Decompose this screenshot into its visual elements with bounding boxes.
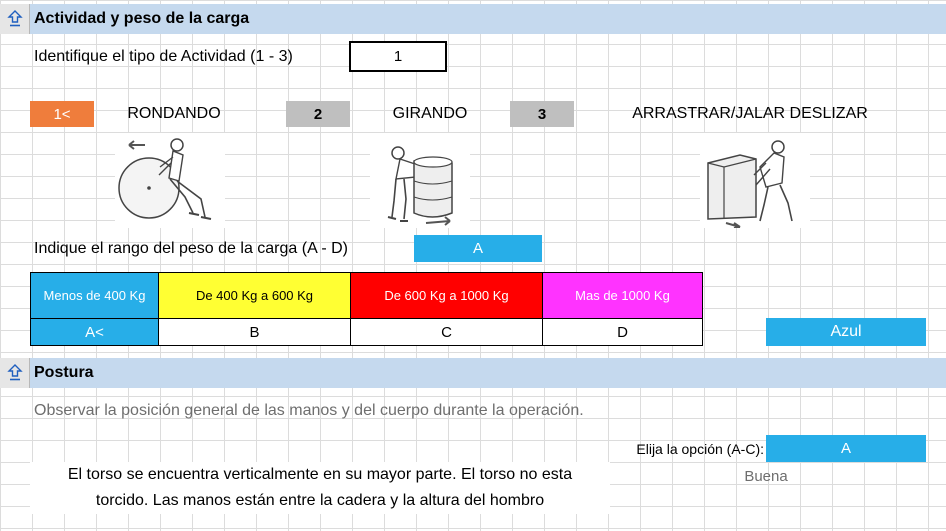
activity-input[interactable]: 1 [349, 41, 447, 72]
choose-option-label: Elija la opción (A-C): [636, 441, 764, 457]
weight-prompt: Indique el rango del peso de la carga (A - D) [34, 240, 348, 257]
option-2-number[interactable]: 2 [286, 101, 350, 127]
activity-section-title: Actividad y peso de la carga [34, 10, 250, 27]
activity-prompt: Identifique el tipo de Actividad (1 - 3) [34, 48, 293, 65]
option-3-label: ARRASTRAR/JALAR DESLIZAR [632, 105, 868, 122]
weight-range-c-letter[interactable]: C [350, 318, 543, 346]
posture-description [30, 462, 610, 514]
weight-range-d-letter[interactable]: D [542, 318, 703, 346]
posture-section-title: Postura [34, 364, 94, 381]
up-arrow-icon [7, 10, 23, 28]
weight-range-a-label: Menos de 400 Kg [30, 272, 159, 319]
posture-section-header [0, 358, 946, 388]
option-3-number[interactable]: 3 [510, 101, 574, 127]
weight-range-a-letter[interactable]: A< [30, 318, 159, 346]
posture-rating: Buena [744, 467, 788, 485]
option-2-label: GIRANDO [392, 105, 468, 122]
posture-option-input[interactable]: A [766, 435, 926, 462]
rolling-drum-illustration [115, 133, 225, 228]
option-1-number[interactable]: 1< [30, 101, 94, 127]
collapse-posture-button[interactable] [0, 358, 30, 388]
weight-range-d-label: Mas de 1000 Kg [542, 272, 703, 319]
weight-input[interactable]: A [414, 235, 542, 262]
rolling-drum-person-icon [115, 133, 225, 228]
posture-instruction: Observar la posición general de las manos y del cuerpo durante la operación. [34, 402, 584, 419]
weight-result-color: Azul [766, 318, 926, 346]
turning-barrel-illustration [370, 133, 470, 228]
posture-description-line1: El torso se encuentra verticalmente en su mayor parte. El torso no esta [67, 466, 573, 483]
pushing-box-person-icon [700, 133, 810, 228]
pushing-box-illustration [700, 133, 810, 228]
weight-range-b-letter[interactable]: B [158, 318, 351, 346]
weight-range-c-label: De 600 Kg a 1000 Kg [350, 272, 543, 319]
up-arrow-icon [7, 364, 23, 382]
option-1-label: RONDANDO [127, 105, 221, 122]
turning-barrel-person-icon [370, 133, 470, 228]
weight-range-b-label: De 400 Kg a 600 Kg [158, 272, 351, 319]
collapse-section-button[interactable] [0, 4, 30, 34]
posture-description-line2: torcido. Las manos están entre la cadera y la altura del hombro [95, 492, 545, 509]
